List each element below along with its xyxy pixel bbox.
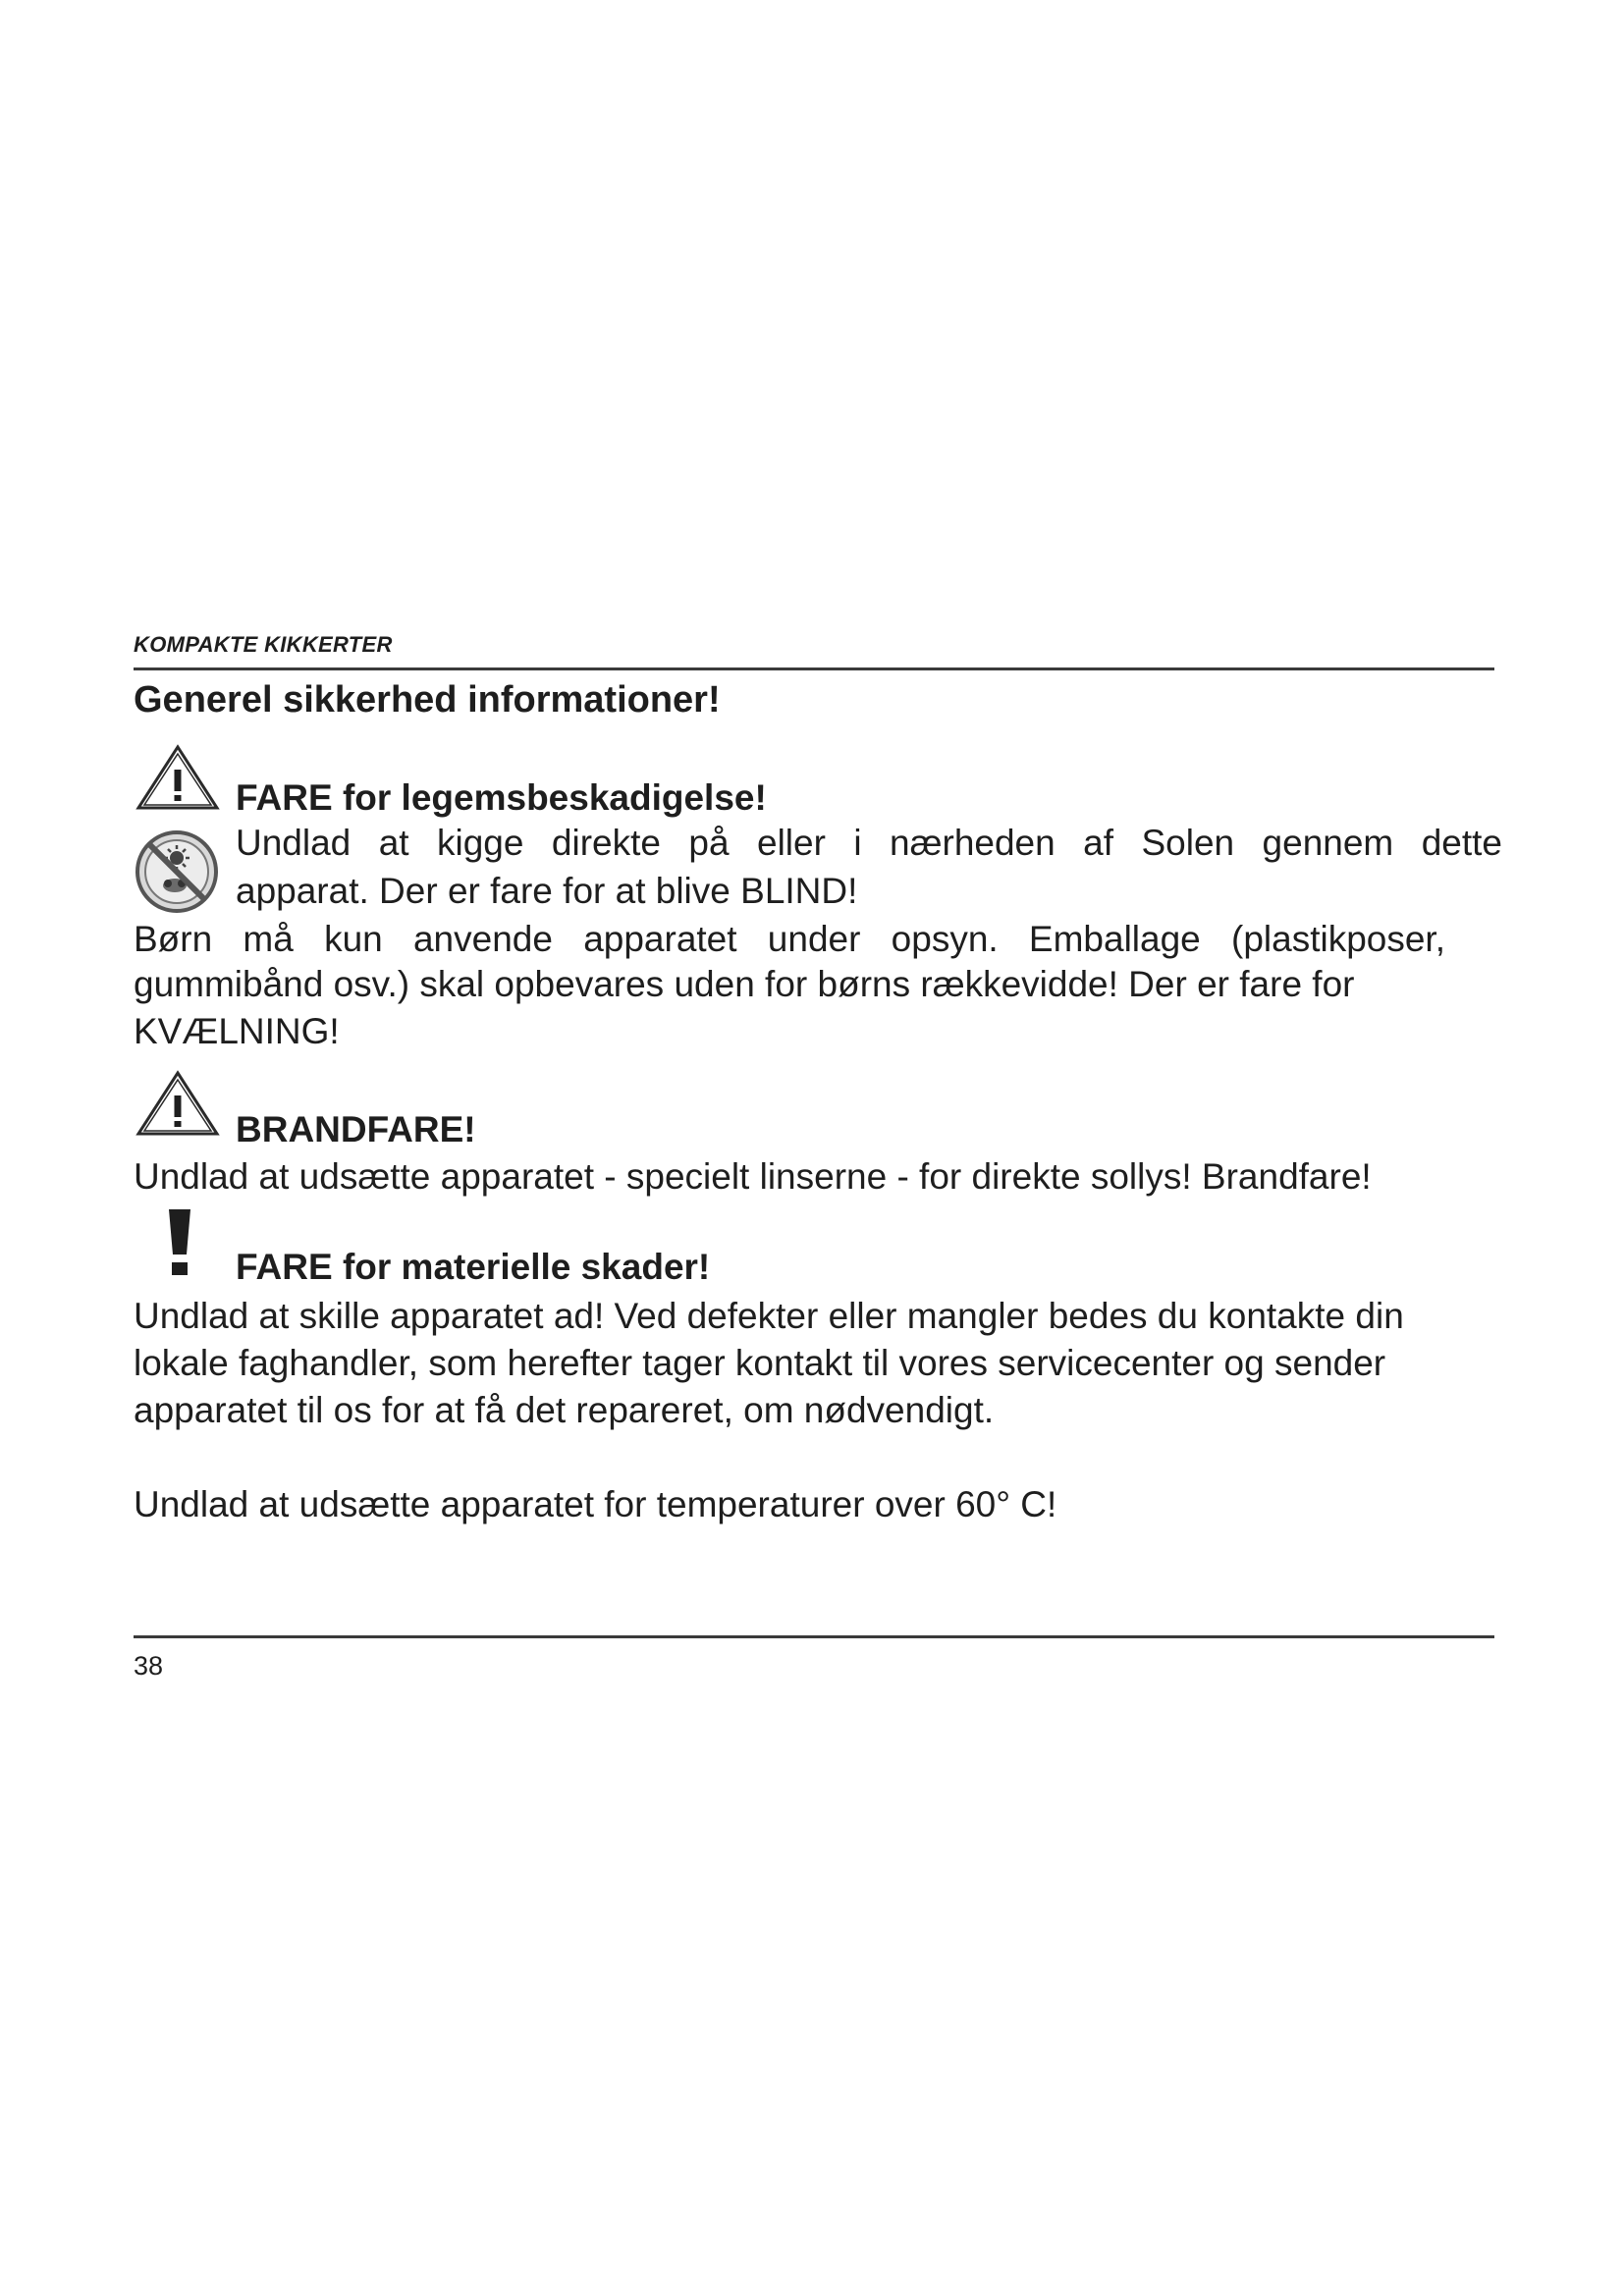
material-heading: FARE for materielle skader! [236, 1247, 711, 1287]
no-sun-viewing-icon [134, 828, 220, 915]
injury-heading: FARE for legemsbeskadigelse! [236, 777, 767, 818]
sun-warning-line-1: Undlad at kigge direkte på eller i nærheden af Solen gennem dette [236, 823, 1502, 863]
exclamation-icon [167, 1209, 192, 1276]
material-warning-line-1: Undlad at skille apparatet ad! Ved defekter eller mangler bedes du kontakte din [134, 1296, 1404, 1336]
page-number: 38 [134, 1651, 164, 1681]
warning-triangle-icon [135, 744, 220, 811]
page-title: Generel sikkerhed informationer! [134, 679, 721, 721]
manual-page [134, 0, 1502, 2296]
running-header: KOMPAKTE KIKKERTER [134, 632, 393, 657]
sun-warning-line-2: apparat. Der er fare for at blive BLIND! [236, 871, 858, 911]
fire-warning-text: Undlad at udsætte apparatet - specielt linserne - for direkte sollys! Brandfare! [134, 1156, 1372, 1197]
warning-triangle-icon [135, 1070, 220, 1137]
footer-rule [134, 1635, 1494, 1638]
material-warning-line-2: lokale faghandler, som herefter tager kontakt til vores servicecenter og sender [134, 1343, 1386, 1383]
temperature-warning-text: Undlad at udsætte apparatet for temperaturer over 60° C! [134, 1484, 1057, 1524]
children-warning-line-3: KVÆLNING! [134, 1011, 340, 1051]
children-warning-line-2: gummibånd osv.) skal opbevares uden for børns rækkevidde! Der er fare for [134, 964, 1355, 1004]
fire-heading: BRANDFARE! [236, 1109, 476, 1149]
header-rule [134, 667, 1494, 670]
material-warning-line-3: apparatet til os for at få det repareret, om nødvendigt. [134, 1390, 995, 1430]
children-warning-line-1: Børn må kun anvende apparatet under opsyn. Emballage (plastikposer, [134, 919, 1445, 959]
